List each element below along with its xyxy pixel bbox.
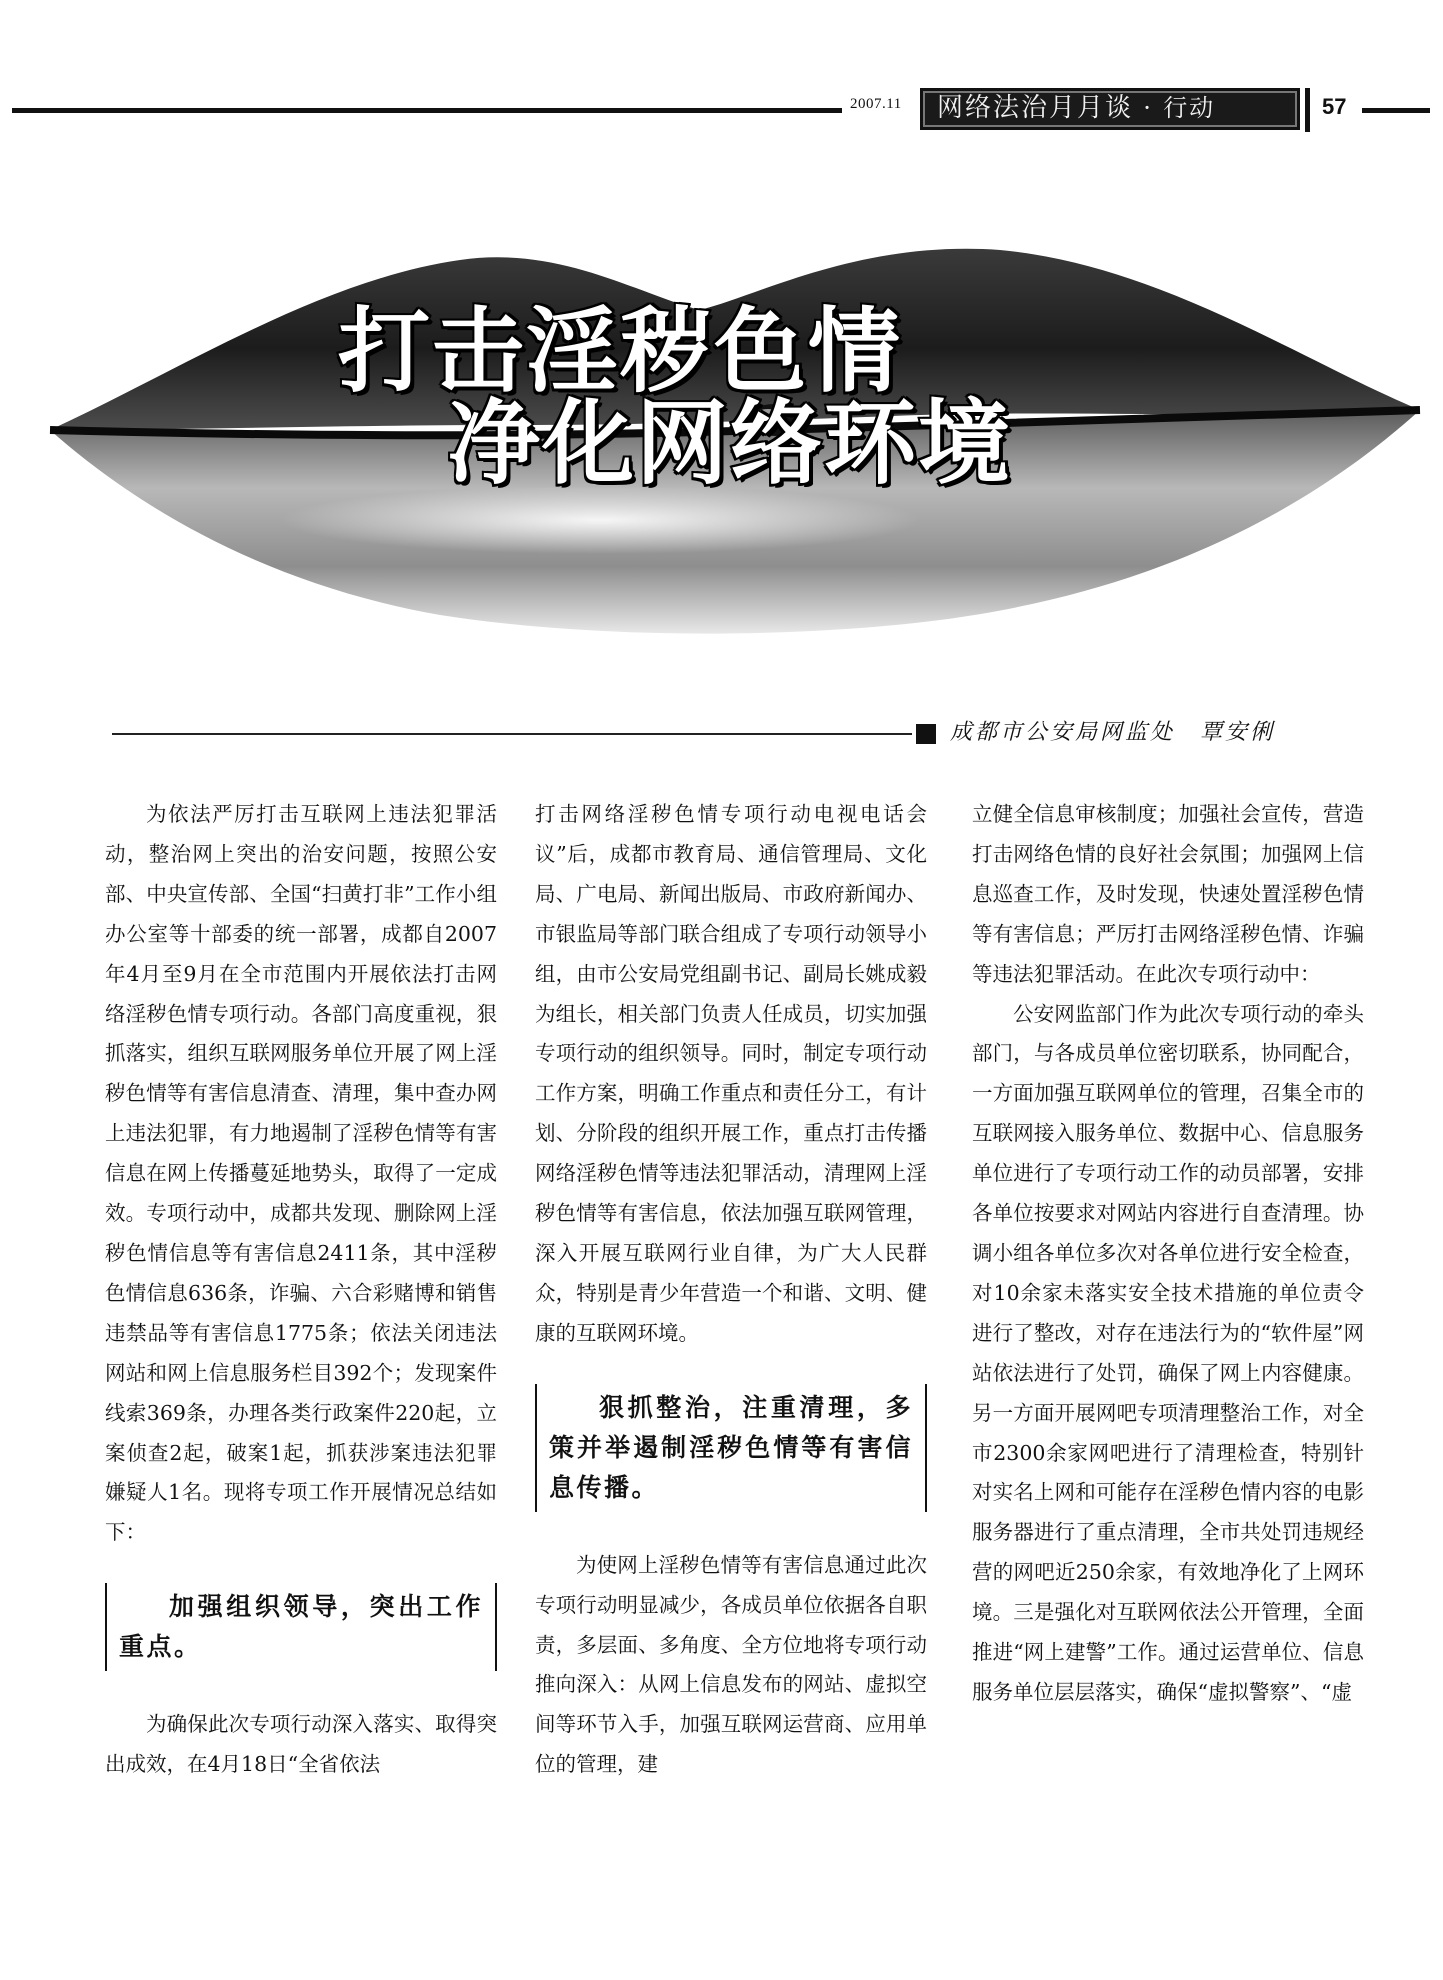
- page-header: [0, 88, 1443, 132]
- article-title-line-1: 打击淫秽色情: [338, 298, 903, 405]
- header-rule-right: [1362, 108, 1430, 113]
- column-title-box: [920, 88, 1300, 130]
- byline: 成都市公安局网监处 覃安俐: [950, 720, 1276, 745]
- column-title: 网络法治月月谈: [937, 93, 1134, 123]
- section-heading-2-part-b: 理，多策并举遏制淫秽色情等有害信息传播。: [549, 1392, 913, 1502]
- column-separator: ·: [1143, 94, 1153, 122]
- section-heading-1-part-a: 加强组织领导，突: [169, 1592, 399, 1622]
- paragraph: 为依法严厉打击互联网上违法犯罪活动，整治网上突出的治安问题，按照公安部、中央宣传部、全国“扫黄打非”工作小组办公室等十部委的统一部署，成都自2007年4月至9月在全市范围内开展依法打击网络淫秽色情专项行动。各部门高度重视，狠抓落实，组织互联网服务单位开展了网上淫秽色情等有害信息清查、清理，集中查办网上违法犯罪，有力地遏制了淫秽色情等有害信息在网上传播蔓延地势头，取得了一定成效。专项行动中，成都共发现、删除网上淫秽色情信息等有害信息2411条，其中淫秽色情信息636条，诈骗、六合彩赌博和销售违禁品等有害信息1775条；依法关闭违法网站和网上信息服务栏目392个；发现案件线索369条，办理各类行政案件220起，立案侦查2起，破案1起，抓获涉案违法犯罪嫌疑人1名。现将专项工作开展情况总结如下：: [105, 802, 497, 1545]
- paragraph: 为使网上淫秽色情等有害信息通过此次专项行动明显减少，各成员单位依据各自职责，多层面、多角度、全方位地将专项行动推向深入：从网上信息发布的网站、虚拟空间等环节入手，加强互联网运营商、应用单位的管理，建: [535, 1552, 927, 1777]
- title-illustration: [40, 220, 1430, 690]
- issue-date: 2007.11: [850, 96, 902, 112]
- section-heading-2-part-a: 狠抓整治，注重清: [599, 1392, 829, 1422]
- byline-rule: [112, 733, 912, 735]
- paragraph: 为确保此次专项行动深入落实、取得突出成效，在4月18日“全省依法: [105, 1712, 497, 1777]
- page-number: 57: [1322, 94, 1347, 119]
- header-divider: [1305, 88, 1310, 132]
- paragraph: 公安网监部门作为此次专项行动的牵头部门，与各成员单位密切联系，协同配合，一方面加强互联网单位的管理，召集全市的互联网接入服务单位、数据中心、信息服务单位进行了专项行动工作的动员部署，安排各单位按要求对网站内容进行自查清理。协调小组各单位多次对各单位进行安全检查，对10余家未落实安全技术措施的单位责令进行了整改，对存在违法行为的“软件屋”网站依法进行了处罚，确保了网上内容健康。另一方面开展网吧专项清理整治工作，对全市2300余家网吧进行了清理检查，特别针对实名上网和可能存在淫秽色情内容的电影服务器进行了重点清理，全市共处罚违规经营的网吧近250余家，有效地净化了上网环境。三是强化对互联网依法公开管理，全面推进“网上建警”工作。通过运营单位、信息服务单位层层落实，确保“虚拟警察”、“虚: [972, 1001, 1364, 1704]
- header-rule-left: [12, 108, 842, 113]
- section-heading-1: [105, 1583, 497, 1671]
- byline-square-icon: [916, 724, 936, 744]
- column-subtitle: 行动: [1163, 94, 1216, 122]
- article-title-line-2: 净化网络环境: [448, 390, 1013, 497]
- column-2: [535, 795, 927, 1785]
- section-heading-1-part-b: 出工作重点。: [119, 1592, 483, 1662]
- section-heading-2: [535, 1384, 927, 1512]
- paragraph: 立健全信息审核制度；加强社会宣传，营造打击网络色情的良好社会氛围；加强网上信息巡查工作，及时发现，快速处置淫秽色情等有害信息；严厉打击网络淫秽色情、诈骗等违法犯罪活动。在此次专项行动中：: [972, 802, 1364, 986]
- paragraph: 打击网络淫秽色情专项行动电视电话会议”后，成都市教育局、通信管理局、文化局、广电局、新闻出版局、市政府新闻办、市银监局等部门联合组成了专项行动领导小组，由市公安局党组副书记、副局长姚成毅为组长，相关部门负责人任成员，切实加强专项行动的组织领导。同时，制定专项行动工作方案，明确工作重点和责任分工，有计划、分阶段的组织开展工作，重点打击传播网络淫秽色情等违法犯罪活动，清理网上淫秽色情等有害信息，依法加强互联网管理，深入开展互联网行业自律，为广大人民群众，特别是青少年营造一个和谐、文明、健康的互联网环境。: [535, 802, 927, 1345]
- column-1: [105, 795, 497, 1785]
- column-3: [972, 795, 1364, 1713]
